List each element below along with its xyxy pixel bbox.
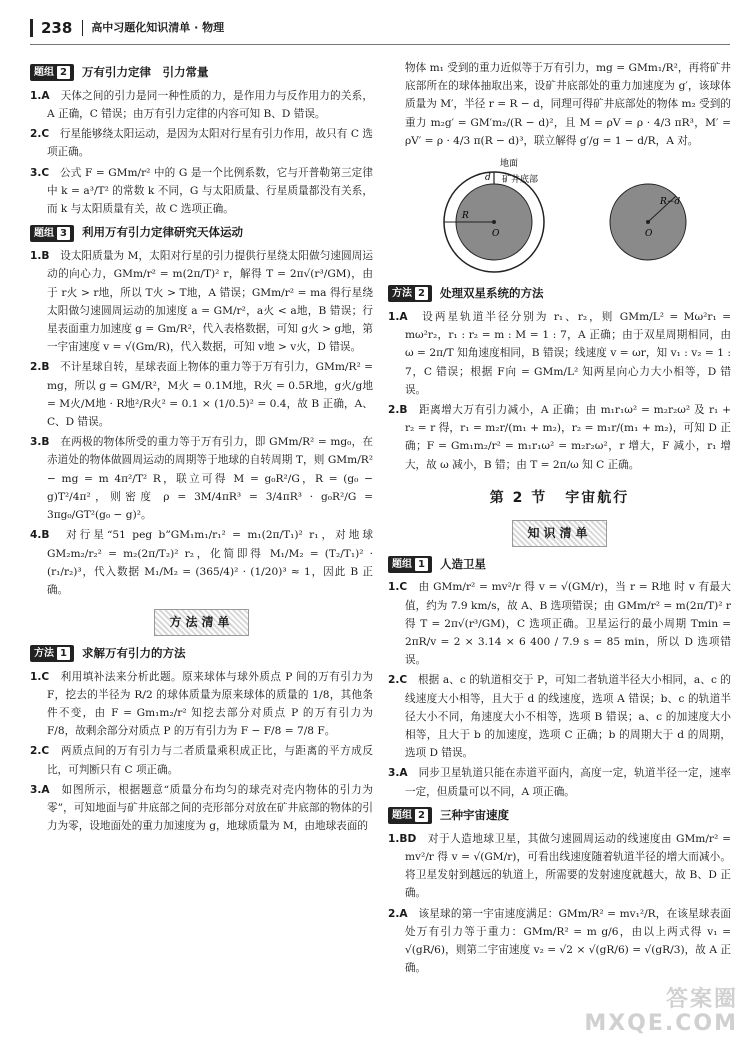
answer-item — [30, 247, 373, 356]
inner-radius-label: R−d — [659, 197, 680, 208]
answer-item — [388, 308, 731, 399]
header-rule — [30, 44, 730, 45]
answer-text: 同步卫星轨道只能在赤道平面内，高度一定，轨道半径一定，速率一定，但质量可以不同，A 项正确。 — [404, 767, 731, 798]
left-column — [30, 58, 373, 838]
method-tag: 方法 1 — [30, 645, 74, 662]
answer-text: 设太阳质量为 M，太阳对行星的引力提供行星绕太阳做匀速圆周运动的向心力，GMm/r² = m(2π/T)² r，解得 T = 2π√(r³/GM)，由于 r火 > r地，所以 T火 > T地，A 错误；GMm/r² = ma 得行星绕太阳做匀速圆周运动的加速度 a = GM/r²，a火 < a地，B 错误；行星表面重力加速度 g = Gm/R²，代入表格数据，可知 g火 > g地，第一宇宙速度 v = √(Gm/R)，代入数据，可知 v地 > v火，D 错误。 — [46, 250, 373, 354]
answer-list — [388, 308, 731, 474]
answer-item — [30, 742, 373, 778]
method-heading — [388, 284, 731, 304]
answer-number: 1.A — [388, 310, 423, 323]
answer-item — [30, 668, 373, 741]
group-tag: 题组 1 — [388, 556, 432, 573]
answer-number: 2.C — [388, 674, 418, 687]
answer-number: 1.BD — [388, 832, 428, 845]
answer-text: 对于人造地球卫星，其做匀速圆周运动的线速度由 GMm/r² = mv²/r 得 v = √(GM/r)，可看出线速度随着轨道半径的增大而减小。将卫星发射到越远的轨道上，所需要的发射速度就越大，故 B、D 正确。 — [404, 832, 731, 900]
shaft-bottom-label: 矿井底部 — [501, 175, 538, 186]
answer-item — [30, 526, 373, 599]
answer-number: 3.A — [30, 783, 62, 796]
method-title: 处理双星系统的方法 — [439, 286, 544, 301]
group-heading — [388, 555, 731, 575]
method-heading — [30, 644, 373, 664]
group-heading — [30, 63, 373, 83]
answer-text: 天体之间的引力是同一种性质的力，是作用力与反作用力的关系，A 正确，C 错误；由万有引力定律的内容可知 B、D 错误。 — [46, 89, 373, 120]
answer-number: 1.C — [388, 581, 419, 594]
answer-text: 距离增大万有引力减小，A 正确；由 m₁r₁ω² = m₂r₂ω² 及 r₁ + r₂ = r 得，r₁ = m₂r/(m₁ + m₂)，r₂ = m₁r/(m₁ + m₂)，可知 D 正确；F = Gm₁m₂/r² = m₁r₁ω² = m₂r₂ω²，r 增大，F 减小，r₁ 增大，故 ω 减小，B 错；由 T = 2π/ω 知 C 正确。 — [404, 403, 731, 471]
depth-label: d — [484, 173, 491, 184]
answer-number: 2.B — [30, 361, 61, 374]
method-title: 求解万有引力的方法 — [81, 645, 186, 660]
radius-label: R — [461, 211, 469, 222]
answer-number: 2.C — [30, 128, 60, 141]
right-column — [388, 58, 731, 979]
answer-text: 利用填补法来分析此题。原来球体与球外质点 P 间的万有引力为 F，挖去的半径为 R/2 的球体质量为原来球体的质量的 1/8，其他条件不变，由 F = Gm₁m₂/r² 知挖去部分对质点 P 的万有引力为 F/8，故剩余部分对质点 P 的万有引力为 F − F/8 = 7/8 F。 — [46, 670, 373, 738]
continued-text: 物体 m₁ 受到的重力近似等于万有引力，mg = GMm₁/R²，再将矿井底部所在的球体抽取出来，设矿井底部处的重力加速度为 g′，该球体质量为 M′，半径 r = R − d，同理可得矿井底部处的物体 m₂ 受到的重力 m₂g′ = GM′m₂/(R − d)²，且 M = ρV = ρ · 4/3 πR³，M′ = ρV′ = ρ · 4/3 π(R − d)³，联立解得 g′/g = 1 − d/R，A 对。 — [404, 62, 731, 147]
mine-shaft-figure — [388, 156, 731, 276]
answer-number: 2.A — [388, 907, 419, 920]
group-tag: 题组 2 — [30, 64, 74, 81]
answer-text: 在两极的物体所受的重力等于万有引力，即 GMm/R² = mg₀，在赤道处的物体做圆周运动的周期等于地球的自转周期 T，则 GMm/R² − mg = m 4π²/T² R，联立可得 M = g₀R²/G，R = (g₀ − g)T²/4π²，则密度 ρ = 3M/4πR³ = 3/4πR³ · g₀R²/G = 3πg₀/GT²(g₀ − g)²。 — [46, 436, 373, 522]
group-tag: 题组 2 — [388, 807, 432, 824]
answer-number: 2.B — [388, 403, 420, 416]
answer-number: 2.C — [30, 745, 61, 758]
answer-item — [388, 764, 731, 800]
answer-number: 1.C — [30, 670, 61, 683]
answer-item — [30, 433, 373, 524]
answer-item — [30, 164, 373, 219]
surface-label: 地面 — [499, 159, 518, 170]
center-label: O — [491, 229, 499, 240]
answer-number: 4.B — [30, 529, 67, 542]
answer-item — [388, 578, 731, 669]
answer-item — [388, 905, 731, 978]
group-title: 人造卫星 — [439, 556, 486, 571]
answer-item — [30, 781, 373, 836]
answer-list — [388, 830, 731, 978]
group-heading — [388, 806, 731, 826]
answer-item — [388, 830, 731, 903]
answer-list — [30, 247, 373, 599]
answer-text: 如图所示，根据题意“质量分布均匀的球壳对壳内物体的引力为零”，可知地面与矿井底部之间的壳形部分对放在矿井底部的物体的引力为零，设地面处的重力加速度为 g，地球质量为 M，由地球表面的 — [46, 783, 373, 833]
answer-text: 由 GMm/r² = mv²/r 得 v = √(GM/r)，当 r = R地 时 v 有最大值，约为 7.9 km/s，故 A、B 选项错误；由 GMm/r² = m(2π/T)² r 得 T = 2π√(r³/GM)，C 选项正确。卫星运行的最小周期 Tmin = 2πR/v = 2 × 3.14 × 6 400 / 7.9 s = 85 min，所以 D 选项错误。 — [404, 581, 731, 667]
group-heading — [30, 223, 373, 243]
answer-text: 不计星球自转，星球表面上物体的重力等于万有引力，GMm/R² = mg，所以 g = GM/R²，M火 = 0.1M地，R火 = 0.5R地，g火/g地 = M火/M地 · R地²/R火² = 0.1 × (1/0.5)² = 0.4，故 B 正确，A、C、D 错误。 — [46, 361, 373, 429]
inner-sphere-diagram — [598, 156, 698, 276]
answer-text: 公式 F = GMm/r² 中的 G 是一个比例系数，它与开普勒第三定律中 k = a³/T² 的常数 k 不同，G 与太阳质量、行星质量都没有关系，而 k 与太阳质量有关，故 C 选项正确。 — [46, 166, 373, 216]
answer-text: 根据 a、c 的轨道相交于 P，可知二者轨道半径大小相同，a、c 的线速度大小相等，且大于 d 的线速度，选项 A 错误；b、c 的轨道半径大小不同，角速度大小不相等，选项 B 错误；a、c 的加速度大小相等，且大于 b 的加速度，选项 C 正确；b 的周期大于 d 的周期，选项 D 错误。 — [404, 674, 732, 760]
answer-number: 3.B — [30, 436, 61, 449]
answer-text: 行星能够绕太阳运动，是因为太阳对行星有引力作用，故只有 C 选项正确。 — [46, 128, 374, 159]
answer-list — [30, 87, 373, 219]
page-header — [30, 16, 224, 40]
section-banner: 方法清单 — [30, 609, 373, 636]
answer-text: 对行星“51 peg b”GM₁m₁/r₁² = m₁(2π/T₁)² r₁，对地球 GM₂m₂/r₂² = m₂(2π/T₂)² r₂，化简即得 M₁/M₂ = (T₂/T₁)² · (r₁/r₂)³，代入数据 M₁/M₂ = (365/4)² · (1/20)³ ≈ 1，因此 B 正确。 — [46, 529, 373, 596]
method-tag: 方法 2 — [388, 285, 432, 302]
answer-text: 该星球的第一宇宙速度满足：GMm/R² = mv₁²/R，在该星球表面处万有引力等于重力：GMm/R² = m g/6，由以上两式得 v₁ = √(gR/6)，则第二宇宙速度 v₂ = √2 × √(gR/6) = √(gR/3)，故 A 正确。 — [404, 907, 731, 975]
answer-list — [30, 668, 373, 836]
answer-number: 3.C — [30, 166, 61, 179]
inner-center-label: O — [644, 229, 652, 240]
answer-number: 1.B — [30, 250, 61, 263]
answer-item — [30, 358, 373, 431]
group-tag: 题组 3 — [30, 225, 74, 242]
answer-item — [388, 671, 731, 762]
answer-list — [388, 578, 731, 801]
earth-shell-diagram — [422, 156, 572, 276]
book-title: 高中习题化知识清单 · 物理 — [82, 20, 224, 36]
answer-text: 两质点间的万有引力与二者质量乘积成正比，与距离的平方成反比，可判断只有 C 项正确。 — [46, 745, 374, 776]
page-number: 238 — [30, 19, 72, 37]
section-title: 第 2 节 宇宙航行 — [489, 489, 630, 506]
answer-item — [30, 87, 373, 123]
group-title: 三种宇宙速度 — [439, 807, 509, 822]
answer-item — [30, 125, 373, 161]
answer-text: 设两星轨道半径分别为 r₁、r₂，则 GMm/L² = Mω²r₁ = mω²r₂，r₁ : r₂ = m : M = 1 : 7，A 正确；由于双星周期相同，由 ω = 2π/T 知角速度相同，B 错误；线速度 v = ωr，知 v₁ : v₂ = 1 : 7，C 错误；根据 F向 = GMm/L² 知两星向心力大小相等，D 错误。 — [404, 310, 731, 396]
watermark-logo: 答案圈 MXQE.COM — [584, 986, 738, 1036]
answer-number: 3.A — [388, 767, 419, 780]
section-banner: 知识清单 — [388, 520, 731, 547]
group-title: 万有引力定律 引力常量 — [81, 65, 209, 79]
group-title: 利用万有引力定律研究天体运动 — [81, 225, 243, 240]
answer-item — [388, 401, 731, 474]
answer-number: 1.A — [30, 89, 61, 102]
